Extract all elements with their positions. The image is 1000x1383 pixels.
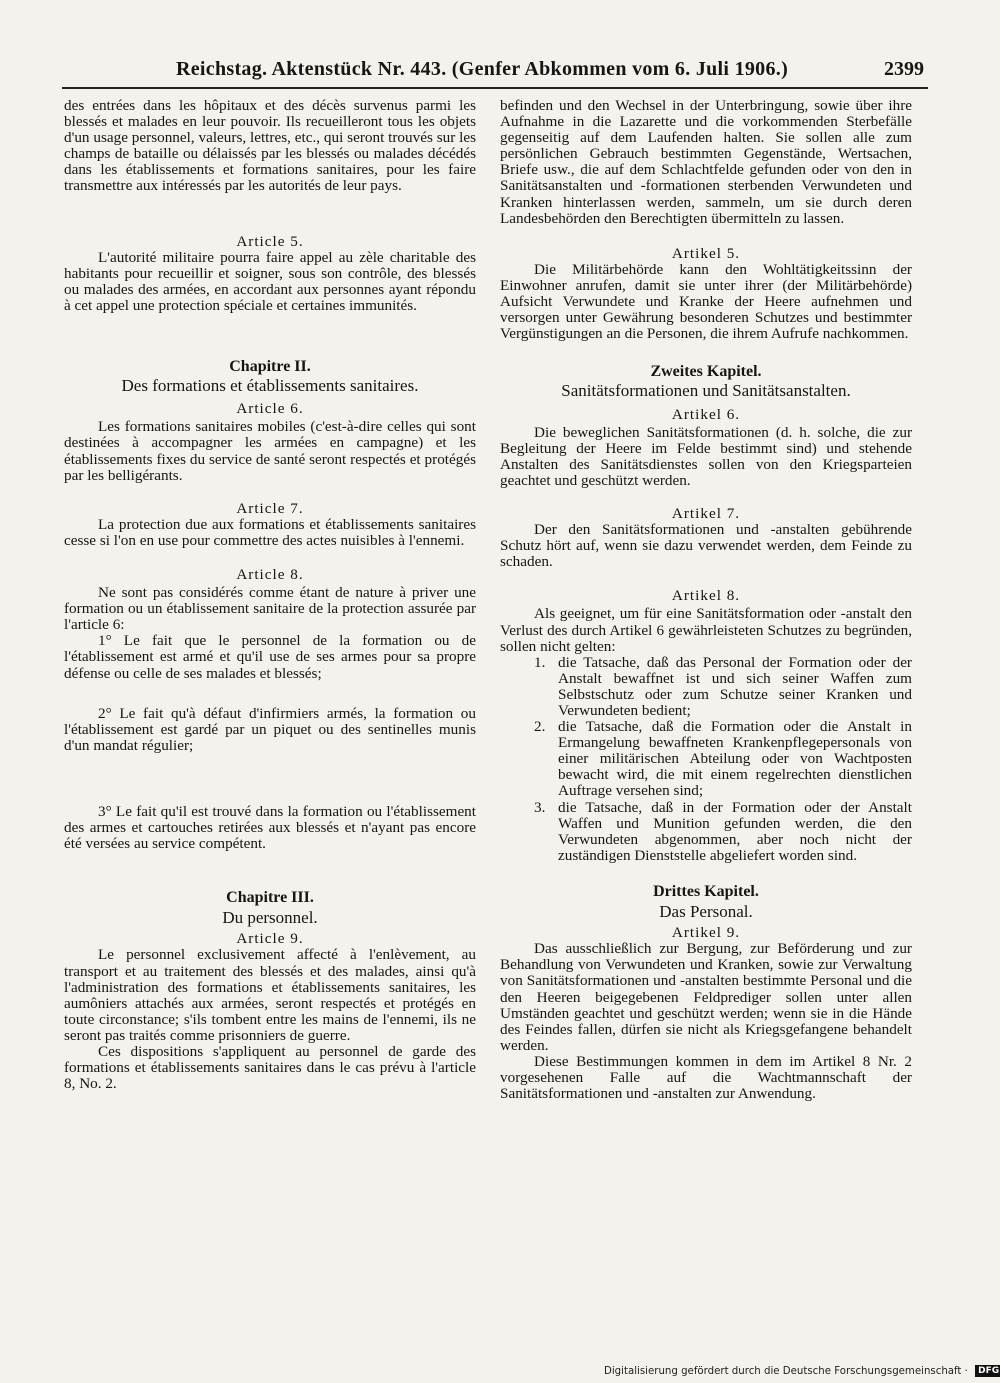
fr-article-8-point-3: 3° Le fait qu'il est trouvé dans la formation ou l'établissement des armes et cartouches retirées aux blessés et n'ayant pas encore été versées au service compétent. xyxy=(64,802,476,853)
de-chapter-3-title: Das Personal. xyxy=(659,902,753,922)
fr-article-8-point-1: 1° Le fait que le personnel de la formation ou de l'établissement est armé et qu'il use de ses armes pour sa propre défense ou celle de ses malades et blessés; xyxy=(64,632,476,682)
fr-article-9-heading: Article 9. xyxy=(236,930,304,948)
de-article-6-text: Die beweglichen Sanitätsformationen (d. h. solche, die zur Begleitung der Heere im Felde bestimmt sind) und stehende Anstalten des Sanitätsdienstes sollen von den Kriegsparteien geachtet und geschützt werden. xyxy=(500,423,912,489)
fr-chapter-3-title: Du personnel. xyxy=(222,908,318,928)
list-item-text: die Tatsache, daß in der Formation oder der Anstalt Waffen und Munition gefunden werden, die den Verwundeten abgenommen, aber noch nicht der zuständigen Dienststelle abgeliefert worden sind. xyxy=(558,798,912,864)
list-item-number: 3. xyxy=(534,798,546,816)
de-intro: befinden und den Wechsel in der Unterbringung, sowie über ihre Aufnahme in die Lazarette und die vorkommenden Sterbefälle gegenseitig auf dem Laufenden halten. Sie sollen alle zum persönlichen Gebrauch bestimmten Gegenstände, Wertsachen, Briefe usw., die auf dem Schlachtfelde gefunden oder von den in Sanitätsanstalten und -formationen sterbenden Verwundeten und Kranken hinterlassen werden, sammeln, um sie durch deren Landesbehörden den Berechtigten übermitteln zu lassen. xyxy=(500,97,912,227)
dfg-logo-icon: DFG xyxy=(975,1365,1000,1377)
de-article-8-text: Als geeignet, um für eine Sanitätsformation oder -anstalt den Verlust des durch Artikel 6 gewährleisteten Schutzes zu begründen, sollen nicht gelten: xyxy=(500,605,912,655)
fr-article-6-heading: Article 6. xyxy=(236,400,304,418)
running-title: Reichstag. Aktenstück Nr. 443. (Genfer Abkommen vom 6. Juli 1906.) xyxy=(176,58,789,80)
fr-chapter-3-heading: Chapitre III. xyxy=(226,889,314,907)
list-item-number: 1. xyxy=(534,653,546,671)
de-article-9-text: Das ausschließlich zur Bergung, zur Beförderung und zur Behandlung von Verwundeten und Kranken, sowie zur Verwaltung von Sanitätsformationen und -anstalten bestimmte Personal und die den Heeren beigegebenen Feldprediger sollen unter allen Umständen geachtet und geschützt werden; wenn sie in die Hände des Feindes fallen, dürfen sie nicht als Kriegsgefangene behandelt werden. xyxy=(500,940,912,1054)
list-item xyxy=(500,719,912,799)
fr-article-6-text: Les formations sanitaires mobiles (c'est-à-dire celles qui sont destinées à accompagner les armées en campagne) et les établissements fixes du service de santé seront respectés et protégés par les belligérants. xyxy=(64,418,476,484)
de-article-7-text: Der den Sanitätsformationen und -anstalten gebührende Schutz hört auf, wenn sie dazu verwendet werden, dem Feinde zu schaden. xyxy=(500,521,912,571)
de-article-5-text: Die Militärbehörde kann den Wohltätigkeitssinn der Einwohner anrufen, damit sie unter ihrer (der Militärbehörde) Aufsicht Verwundete und Kranke der Heere aufnehmen und versorgen unter Gewährung besonderen Schutzes und bestimmter Vergünstigungen an die Personen, die ihrem Aufrufe nachkommen. xyxy=(500,260,912,343)
de-article-9-text-2: Diese Bestimmungen kommen in dem im Artikel 8 Nr. 2 vorgesehenen Falle auf die Wachtmannschaft der Sanitätsformationen und -anstalten zur Anwendung. xyxy=(500,1052,912,1103)
header-rule xyxy=(62,87,928,89)
fr-article-7-heading: Article 7. xyxy=(236,499,304,517)
list-item-number: 2. xyxy=(534,718,546,736)
fr-article-7-text: La protection due aux formations et établissements sanitaires cesse si l'on en use pour commettre des actes nuisibles à l'ennemi. xyxy=(64,515,476,549)
page-header xyxy=(176,58,924,88)
digitization-footer xyxy=(604,1365,1000,1379)
de-chapter-3-heading: Drittes Kapitel. xyxy=(653,882,759,900)
fr-article-8-text: Ne sont pas considérés comme étant de nature à priver une formation ou un établissement sanitaire de la protection assurée par l'article 6: xyxy=(64,584,476,634)
list-item-text: die Tatsache, daß die Formation oder die Anstalt in Ermangelung bewaffneten Krankenpflegepersonals von einer militärischen Abteilung oder von Wachtposten bewacht wird, die mit einem regelrechten dienstlichen Auftrage versehen sind; xyxy=(558,718,912,800)
de-chapter-2-heading: Zweites Kapitel. xyxy=(650,363,762,381)
fr-chapter-2-title: Des formations et établissements sanitaires. xyxy=(121,376,419,396)
fr-article-8-heading: Article 8. xyxy=(236,565,304,583)
german-column xyxy=(500,98,912,1102)
french-column xyxy=(64,98,476,1092)
de-chapter-2-title: Sanitätsformationen und Sanitätsanstalten. xyxy=(561,381,851,401)
fr-article-8-point-2: 2° Le fait qu'à défaut d'infirmiers armés, la formation ou l'établissement est gardé par un piquet ou des sentinelles munis d'un mandat régulier; xyxy=(64,704,476,754)
fr-chapter-2-heading: Chapitre II. xyxy=(229,358,311,376)
de-article-7-heading: Artikel 7. xyxy=(671,504,741,522)
page-number: 2399 xyxy=(884,58,924,80)
footer-text: Digitalisierung gefördert durch die Deutsche Forschungsgemeinschaft · xyxy=(604,1366,968,1377)
list-item xyxy=(500,655,912,719)
de-article-9-heading: Artikel 9. xyxy=(671,924,741,942)
list-item xyxy=(500,800,912,864)
fr-article-5-text: L'autorité militaire pourra faire appel au zèle charitable des habitants pour recueillir et soigner, sous son contrôle, des blessés ou malades des armées, en accordant aux personnes ayant répondu à cet appel une protection spéciale et certaines immunités. xyxy=(64,248,476,314)
fr-article-9-text-2: Ces dispositions s'appliquent au personnel de garde des formations et établissements sanitaires dans le cas prévu à l'article 8, No. 2. xyxy=(64,1043,476,1093)
fr-article-5-heading: Article 5. xyxy=(236,232,304,250)
de-article-5-heading: Artikel 5. xyxy=(671,244,741,262)
de-article-8-list xyxy=(500,655,912,864)
de-article-8-heading: Artikel 8. xyxy=(671,587,741,605)
fr-intro: des entrées dans les hôpitaux et des décès survenus parmi les blessés et malades en leur pouvoir. Ils recueilleront tous les objets d'un usage personnel, valeurs, lettres, etc., qui seront trouvés sur les champs de bataille ou délaissés par les blessés ou malades décédés dans les établissements et formations sanitaires, pour les faire transmettre aux intéressés par les autorités de leur pays. xyxy=(64,97,476,195)
list-item-text: die Tatsache, daß das Personal der Formation oder der Anstalt bewaffnet ist und sich seiner Waffen zum Selbstschutz oder zum Schutze seiner Kranken und Verwundeten bedient; xyxy=(558,653,912,719)
de-article-6-heading: Artikel 6. xyxy=(671,405,741,423)
fr-article-9-text: Le personnel exclusivement affecté à l'enlèvement, au transport et au traitement des blessés et des malades, ainsi qu'à l'administration des formations et établissements sanitaires, les aumôniers attachés aux armées, seront respectés et protégés en toute circonstance; s'ils tombent entre les mains de l'ennemi, ils ne seront pas traités comme prisonniers de guerre. xyxy=(64,946,476,1044)
